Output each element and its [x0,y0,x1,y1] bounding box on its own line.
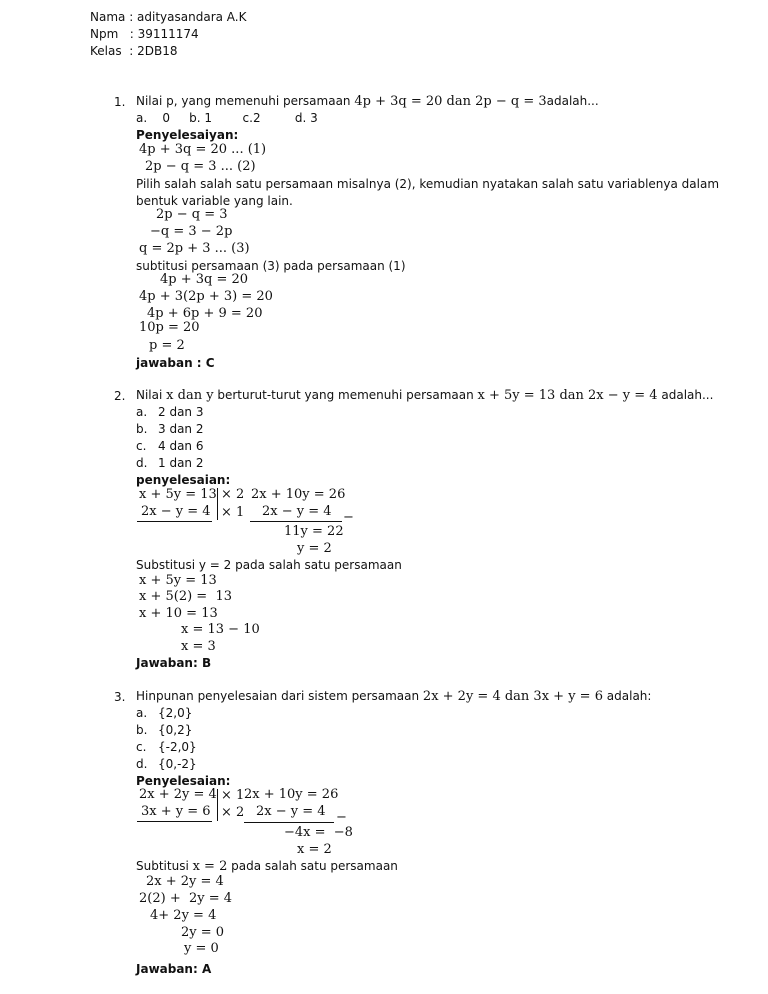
q3-underline-right [244,822,334,823]
q1-number: 1. [114,95,126,109]
q2-result-4: y = 2 [297,541,332,556]
q3-option-d: d. {0,-2} [136,757,197,771]
q2-calc-2: x + 5(2) = 13 [139,589,233,604]
q2-substitution-text: Substitusi y = 2 pada salah satu persamaan [136,558,402,572]
q1-step-2: −q = 3 − 2p [150,224,233,239]
q3-calc-5: y = 0 [184,941,219,956]
q3-option-c: c. {-2,0} [136,740,197,754]
q1-substitution-text: subtitusi persamaan (3) pada persamaan (1) [136,259,406,273]
q3-result-2: 2x − y = 4 [256,804,326,819]
q2-result-2: 2x − y = 4 [262,504,332,519]
header-kelas: Kelas : 2DB18 [90,44,178,58]
q3-solution-label: Penyelesaian: [136,774,231,788]
q3-multiplier-1: × 1 [221,788,245,803]
q3-result-3: −4x = −8 [284,825,353,840]
q2-option-b: b. 3 dan 2 [136,422,204,436]
q3-multiplier-2: × 2 [221,805,245,820]
header-nama: Nama : adityasandara A.K [90,10,247,24]
q3-result-4: x = 2 [297,842,332,857]
q3-calc-3: 4+ 2y = 4 [150,908,217,923]
q2-number: 2. [114,389,126,403]
q2-bar [217,488,218,520]
q2-option-a: a. 2 dan 3 [136,405,204,419]
q1-step-3: q = 2p + 3 ... (3) [139,241,250,256]
q3-option-a: a. {2,0} [136,706,193,720]
q1-eq1: 4p + 3q = 20 ... (1) [139,142,267,157]
q2-underline-left [137,521,212,522]
q2-option-d: d. 1 dan 2 [136,456,204,470]
q2-result-3: 11y = 22 [284,524,344,539]
q2-calc-1: x + 5y = 13 [139,573,217,588]
header-npm: Npm : 39111174 [90,27,199,41]
q3-result-1: 2x + 10y = 26 [244,787,339,802]
q3-calc-1: 2x + 2y = 4 [146,874,224,889]
q1-step-5: 4p + 3(2p + 3) = 20 [139,289,273,304]
q2-result-1: 2x + 10y = 26 [251,487,346,502]
q3-elim-eq1: 2x + 2y = 4 [139,787,217,802]
q2-minus-sign: − [343,510,354,525]
q2-question: Nilai x dan y berturut-turut yang memenuhi persamaan x + 5y = 13 dan 2x − y = 4 adalah... [136,388,714,403]
q3-answer: Jawaban: A [136,962,212,976]
q1-answer: jawaban : C [136,356,215,370]
q1-step-1: 2p − q = 3 [156,207,228,222]
q2-underline-right [250,521,342,522]
q3-minus-sign: − [336,810,347,825]
q2-solution-label: penyelesaian: [136,473,231,487]
q1-question: Nilai p, yang memenuhi persamaan 4p + 3q = 20 dan 2p − q = 3adalah... [136,94,599,109]
q3-question: Hinpunan penyelesaian dari sistem persamaan 2x + 2y = 4 dan 3x + y = 6 adalah: [136,689,652,704]
q3-option-b: b. {0,2} [136,723,193,737]
q1-options: a. 0 b. 1 c.2 d. 3 [136,111,318,125]
q2-elim-eq2: 2x − y = 4 [141,504,211,519]
q2-calc-3: x + 10 = 13 [139,606,218,621]
q1-solution-label: Penyelesaiyan: [136,128,239,142]
q2-answer: Jawaban: B [136,656,212,670]
q1-step-8: p = 2 [149,338,185,353]
q3-number: 3. [114,690,126,704]
q1-step-7: 10p = 20 [139,320,200,335]
q2-elim-eq1: x + 5y = 13 [139,487,217,502]
q3-substitution-text: Subtitusi x = 2 pada salah satu persamaan [136,859,398,874]
q3-bar [217,789,218,821]
q2-multiplier-2: × 1 [221,505,245,520]
q2-multiplier-1: × 2 [221,487,245,502]
q3-calc-4: 2y = 0 [181,925,225,940]
q2-calc-5: x = 3 [181,639,216,654]
q1-instruction-1: Pilih salah salah satu persamaan misalnya (2), kemudian nyatakan salah satu variablenya dalam [136,177,720,191]
q2-option-c: c. 4 dan 6 [136,439,204,453]
q1-instruction-2: bentuk variable yang lain. [136,194,293,208]
q1-step-4: 4p + 3q = 20 [160,272,249,287]
q3-elim-eq2: 3x + y = 6 [141,804,211,819]
q3-calc-2: 2(2) + 2y = 4 [139,891,233,906]
q1-step-6: 4p + 6p + 9 = 20 [147,306,263,321]
q3-underline-left [137,821,212,822]
q1-eq2: 2p − q = 3 ... (2) [145,159,256,174]
q2-calc-4: x = 13 − 10 [181,622,260,637]
